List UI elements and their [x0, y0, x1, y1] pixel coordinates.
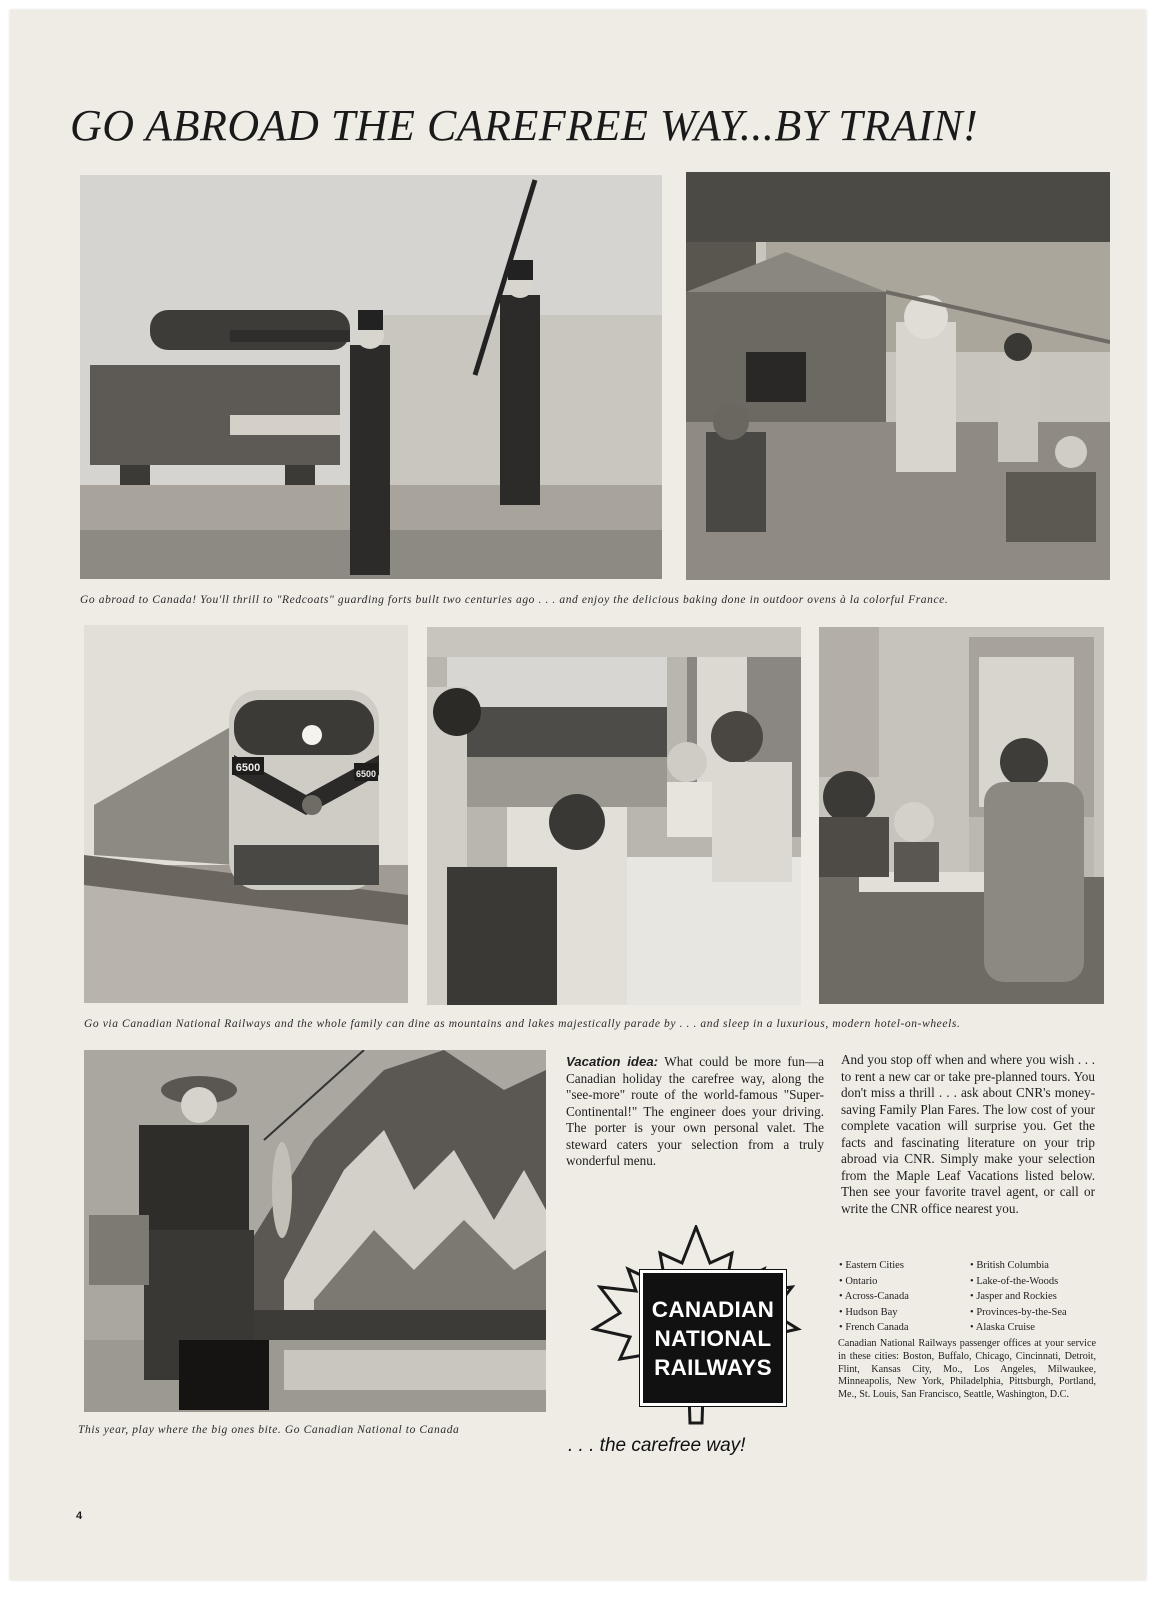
- photo-fisherman: [84, 1050, 546, 1412]
- locomotive-number-right: 6500: [355, 769, 377, 779]
- page-number: 4: [76, 1510, 83, 1522]
- vacation-item: • French Canada: [839, 1320, 959, 1336]
- offices-text: Canadian National Railways passenger offices at your service in these cities: Boston, Buffalo, Chicago, Cincinnati, Detroit, Flint, Kansas City, Mo., Los Angeles, Milwaukee, Minneapolis, New York, Philadelphia, Pittsburgh, Portland, Me., St. Louis, San Francisco, Seattle, Washington, D.C.: [838, 1338, 1096, 1401]
- vacation-item: • Ontario: [839, 1274, 959, 1290]
- photo-locomotive: [84, 625, 408, 1003]
- photo-sleeping-car: [819, 627, 1104, 1004]
- cnr-logo: [640, 1270, 786, 1406]
- vacation-idea-lead: Vacation idea:: [566, 1054, 659, 1069]
- caption-bottom: This year, play where the big ones bite. Go Canadian National to Canada: [78, 1424, 460, 1436]
- caption-middle: Go via Canadian National Railways and the whole family can dine as mountains and lakes majestically parade by . . . and sleep in a luxurious, modern hotel-on-wheels.: [84, 1018, 961, 1030]
- photo-dining-car: [427, 627, 801, 1005]
- vacation-item: • Hudson Bay: [839, 1305, 959, 1321]
- headline: GO ABROAD THE CAREFREE WAY...BY TRAIN!: [70, 101, 979, 150]
- vacation-item: • Alaska Cruise: [970, 1320, 1100, 1336]
- caption-top: Go abroad to Canada! You'll thrill to "Redcoats" guarding forts built two centuries ago . . . and enjoy the delicious baking done in outdoor ovens à la colorful France.: [80, 594, 949, 606]
- vacation-item: • Eastern Cities: [839, 1258, 959, 1274]
- body-column-2: [841, 1052, 1095, 1217]
- vacation-item: • British Columbia: [970, 1258, 1100, 1274]
- vacation-item: • Lake-of-the-Woods: [970, 1274, 1100, 1290]
- photo-outdoor-ovens: [686, 172, 1110, 580]
- vacations-list-left: [839, 1258, 959, 1336]
- photo-redcoats: [80, 175, 662, 579]
- body-column-1: [566, 1054, 824, 1170]
- logo-line-2: NATIONAL: [654, 1325, 772, 1351]
- logo-line-3: RAILWAYS: [654, 1354, 772, 1380]
- vacation-item: • Across-Canada: [839, 1289, 959, 1305]
- body-text-2: And you stop off when and where you wish . . . to rent a new car or take pre-planned tours. You don't miss a thrill . . . ask about CNR's money-saving Family Plan Fares. The low cost of your complete vacation will surprise you. Get the facts and fascinating literature on your trip abroad via CNR. Simply make your selection from the Maple Leaf Vacations listed below. Then see your favorite travel agent, or call or write the CNR office nearest you.: [841, 1052, 1095, 1216]
- locomotive-number-left: 6500: [235, 762, 261, 774]
- tagline: . . . the carefree way!: [568, 1435, 746, 1456]
- vacations-list-right: [970, 1258, 1100, 1336]
- vacation-item: • Jasper and Rockies: [970, 1289, 1100, 1305]
- logo-line-1: CANADIAN: [651, 1296, 775, 1322]
- vacation-item: • Provinces-by-the-Sea: [970, 1305, 1100, 1321]
- body-text-1: What could be more fun—a Canadian holiday the carefree way, along the "see-more" route of the world-famous "Super-Continental!" The engineer does your driving. The porter is your own personal valet. The steward caters your selection from a truly wonderful menu.: [566, 1054, 825, 1168]
